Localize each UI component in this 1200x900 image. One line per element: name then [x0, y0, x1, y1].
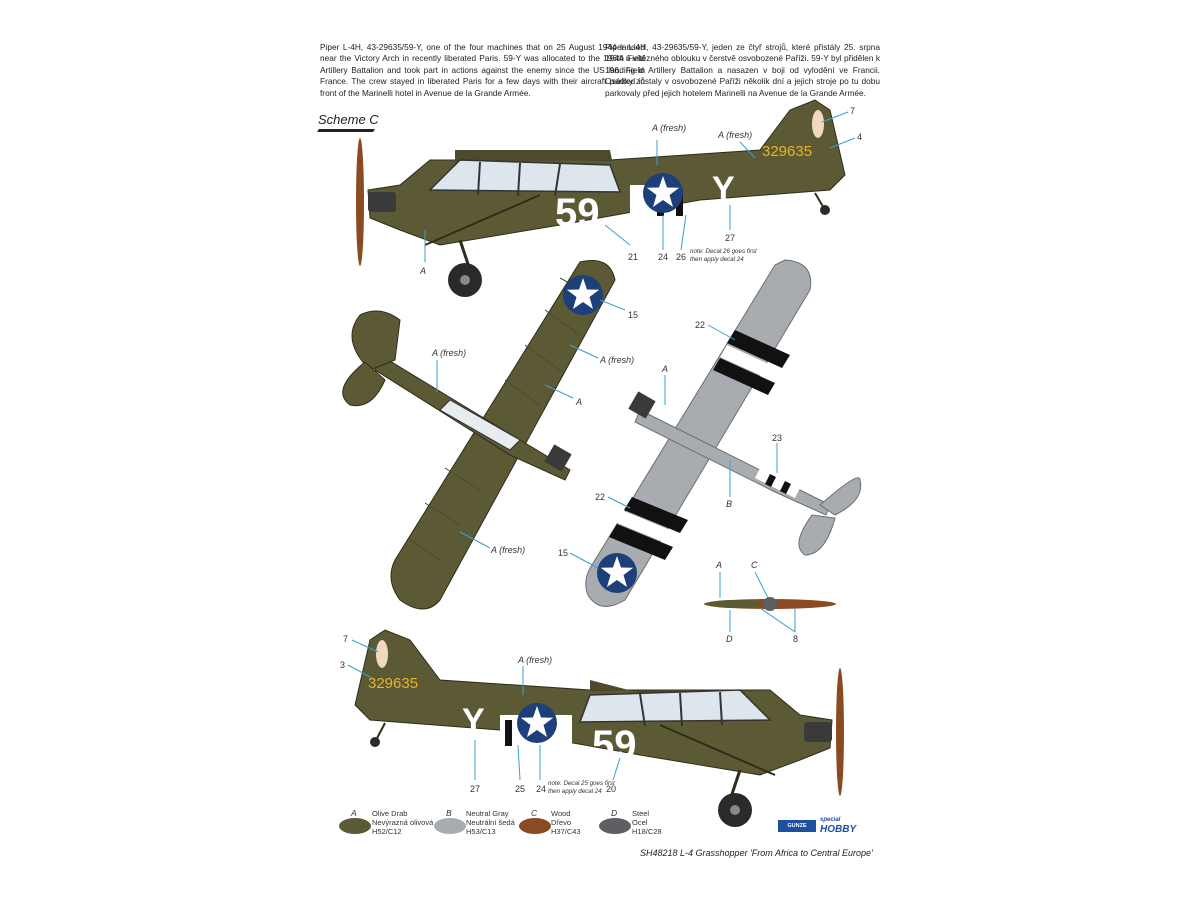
footer-caption: SH48218 L-4 Grasshopper 'From Africa to Central Europe'	[640, 848, 873, 858]
description-english: Piper L-4H, 43-29635/59-Y, one of the four machines that on 25 August 1944 landed near the Victory Arch in recently liberated Paris. 59-Y was allocated to the 196th Field Artillery Battalion and took part in actions against the enemy since the US landing in France. The crew stayed in liberated Paris for a few days with their aircraft parked in front of the Marinelli hotel in Avenue de la Grande Armée.	[320, 42, 645, 98]
svg-text:15: 15	[558, 548, 569, 558]
propeller	[356, 138, 364, 266]
svg-text:then apply decal 24: then apply decal 24	[548, 788, 602, 795]
national-insignia-bottom	[517, 703, 557, 743]
svg-text:4: 4	[857, 132, 863, 142]
special-hobby-logo: special HOBBY	[820, 817, 857, 835]
serial-number-bottom: 329635	[368, 675, 419, 692]
svg-text:A (fresh): A (fresh)	[600, 355, 635, 365]
national-insignia	[643, 173, 683, 213]
wing-insignia-upper	[563, 275, 603, 315]
svg-text:A: A	[662, 364, 669, 374]
svg-text:C: C	[751, 560, 758, 570]
plan-view-upper	[343, 260, 638, 609]
svg-text:22: 22	[595, 492, 606, 502]
upper-stabilizer-top	[352, 311, 400, 370]
swatch-neutral-gray	[434, 818, 466, 834]
svg-text:A (fresh): A (fresh)	[518, 655, 553, 665]
code-y: Y	[712, 170, 735, 208]
swatch-steel	[599, 818, 631, 834]
svg-text:3: 3	[340, 660, 346, 670]
code-59: 59	[555, 191, 600, 235]
svg-text:8: 8	[793, 634, 799, 644]
code-y-bottom: Y	[462, 702, 485, 740]
canopy-bottom	[580, 690, 770, 722]
scheme-title: Scheme C	[318, 112, 379, 127]
svg-text:20: 20	[606, 784, 617, 794]
svg-text:note: Decal 25 goes first: note: Decal 25 goes first	[548, 780, 615, 787]
svg-text:A: A	[420, 266, 427, 276]
svg-text:B: B	[726, 499, 733, 509]
canopy	[430, 160, 620, 192]
svg-text:A: A	[576, 397, 583, 407]
legend-c-text: Wood Dřevo H37/C43	[551, 809, 581, 836]
nose-art	[812, 110, 824, 138]
plan-view-lower	[558, 260, 861, 606]
swatch-wood	[519, 818, 551, 834]
svg-text:15: 15	[628, 310, 639, 320]
swatch-olive-drab	[339, 818, 371, 834]
svg-text:A (fresh): A (fresh)	[718, 130, 753, 140]
lower-stabilizer-top	[820, 478, 861, 515]
wing-insignia-lower	[597, 553, 637, 593]
propeller-bottom	[836, 668, 844, 796]
svg-text:27: 27	[725, 233, 736, 243]
svg-text:24: 24	[658, 252, 669, 262]
svg-text:then apply decal 24: then apply decal 24	[690, 256, 744, 263]
svg-text:24: 24	[536, 784, 547, 794]
lower-stabilizer-bottom	[799, 515, 835, 555]
propeller-detail	[704, 560, 836, 644]
legend-letter-b: B	[446, 808, 452, 818]
legend-a-text: Olive Drab Nevýrazná olivová H52/C12	[372, 809, 434, 836]
legend-d-text: Steel Ocel H18/C28	[632, 809, 662, 836]
svg-text:note: Decal 26 goes first: note: Decal 26 goes first	[690, 248, 757, 255]
legend-letter-c: C	[531, 808, 538, 818]
svg-text:A (fresh): A (fresh)	[432, 348, 467, 358]
svg-text:A (fresh): A (fresh)	[652, 123, 687, 133]
legend-letter-a: A	[351, 808, 357, 818]
code-59-bottom: 59	[592, 723, 637, 767]
side-view-bottom	[340, 630, 844, 827]
svg-text:A (fresh): A (fresh)	[491, 545, 526, 555]
svg-text:27: 27	[470, 784, 481, 794]
description-czech: Piper L-4H, 43-29635/59-Y, jeden ze čtyř strojů, které přistály 25. srpna 1944 u vítězného oblouku v čerstvě osvobozené Paříži. 59-Y byl přidělen k 196. Field Artillery Battalion a nasazen v boji od vylodění ve Francii. Osádky zůstaly v osvobozené Paříži několik dní a jejich stroje po tu dobu parkovaly před jejich hotelem Marinelli na Avenue de la Grande Armée.	[605, 42, 880, 98]
svg-text:23: 23	[772, 433, 783, 443]
svg-text:7: 7	[343, 634, 349, 644]
gunze-sangyo-logo: GUNZE SANGYO	[778, 820, 816, 832]
svg-text:A: A	[716, 560, 723, 570]
svg-text:D: D	[726, 634, 733, 644]
svg-text:22: 22	[695, 320, 706, 330]
svg-text:25: 25	[515, 784, 526, 794]
svg-text:26: 26	[676, 252, 687, 262]
serial-number: 329635	[762, 143, 813, 160]
svg-text:7: 7	[850, 106, 856, 116]
legend-b-text: Neutral Gray Neutrální šedá H53/C13	[466, 809, 515, 836]
engine-cylinders	[368, 192, 396, 212]
legend-letter-d: D	[611, 808, 618, 818]
svg-text:21: 21	[628, 252, 639, 262]
